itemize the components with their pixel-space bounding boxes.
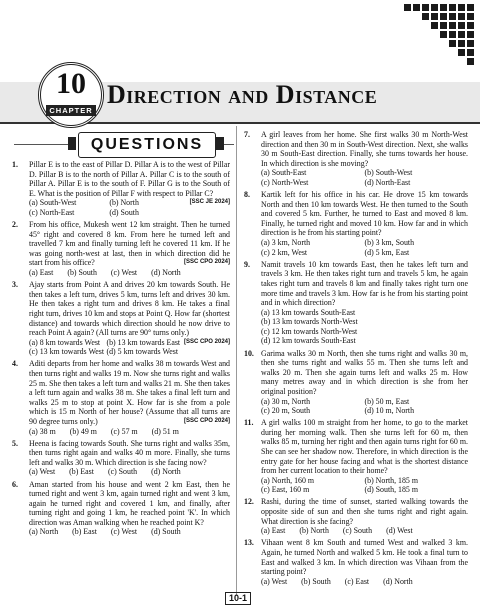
question-item xyxy=(244,497,468,535)
question-number: 3. xyxy=(12,280,18,290)
answer-option: (c) 57 m xyxy=(110,426,138,436)
heading-deco-right xyxy=(216,137,224,150)
answer-options xyxy=(29,198,190,217)
question-number: 13. xyxy=(244,538,254,548)
question-item xyxy=(12,480,230,538)
answer-option: (b) North xyxy=(299,526,329,536)
question-item xyxy=(244,538,468,586)
section-heading: QUESTIONS xyxy=(78,132,216,158)
question-stem: Aman started from his house and went 2 km East, then he turned right and went 3 km, again turned right and went 3 km, again he turned right and covered 1 km, and finally, after turning right and going 1 km, he reached point 'K'. In which direction was Aman walking when he reached point K? xyxy=(29,479,230,527)
chapter-number: 10 xyxy=(56,67,86,100)
question-item xyxy=(244,349,468,416)
answer-option: (a) East xyxy=(261,526,286,536)
answer-option: (c) 12 km towards North-West xyxy=(261,326,358,336)
question-text xyxy=(261,349,468,397)
question-item xyxy=(244,190,468,257)
question-item xyxy=(12,160,230,218)
answer-options xyxy=(29,467,230,477)
answer-option: (c) North-West xyxy=(261,177,309,187)
answer-option: (b) North xyxy=(109,198,139,208)
chapter-label: CHAPTER xyxy=(46,105,96,116)
answer-option: (d) 51 m xyxy=(151,426,179,436)
answer-option: (a) 13 km towards South-East xyxy=(261,307,356,317)
question-item xyxy=(12,280,230,357)
answer-option: (c) 20 m, South xyxy=(261,406,311,416)
answer-options xyxy=(261,397,468,416)
answer-option: (c) South xyxy=(107,467,138,477)
answer-option: (c) 13 km towards West xyxy=(29,347,105,357)
answer-option: (b) 13 km towards North-West xyxy=(261,317,358,327)
answer-option: (d) 10 m, North xyxy=(364,406,415,416)
answer-option: (d) 12 km towards South-East xyxy=(261,336,356,346)
question-item xyxy=(12,359,230,436)
answer-options xyxy=(261,168,468,187)
exam-tag: [SSC CPO 2024] xyxy=(183,417,230,424)
question-text xyxy=(29,480,230,528)
question-stem: Aditi departs from her home and walks 38 m towards West and then turns right and walks 19 m. Now she turns right and walks 25 m. She then takes a left turn and walks 21 m. She then takes a left turn again and walks 38 m. She takes a final left turn and walks 25 m to stop at point X. How far is she from a pole which is 15 m North of her house? (Assume that all turns are 90 degree turns only.) xyxy=(29,359,230,426)
question-stem: Vihaan went 8 km South and turned West and walked 3 km. Again, he turned North and walked 5 km. He took a final turn to East and walked 3 km. In which direction was Vihaan from the starting point? xyxy=(261,538,468,577)
answer-option: (c) East, 160 m xyxy=(261,485,310,495)
exam-tag: [SSC JE 2024] xyxy=(189,199,230,206)
answer-option: (b) North, 185 m xyxy=(364,475,418,485)
left-question-column xyxy=(12,160,230,540)
question-item xyxy=(12,220,230,278)
answer-option: (d) North xyxy=(151,467,181,477)
answer-option: (d) 5 km towards West xyxy=(106,347,179,357)
question-text xyxy=(261,130,468,168)
question-text xyxy=(261,497,468,526)
answer-option: (a) South-East xyxy=(261,168,307,178)
answer-option: (d) South xyxy=(109,207,139,217)
answer-options xyxy=(261,526,468,536)
exam-tag: [SSC CPO 2024] xyxy=(183,338,230,345)
answer-option: (b) 50 m, East xyxy=(364,396,410,406)
answer-option: (a) West xyxy=(261,576,288,586)
answer-option: (c) 2 km, West xyxy=(261,247,308,257)
answer-options xyxy=(29,427,230,437)
question-stem: From his office, Mukesh went 12 km straight. Then he turned 45° right and covered 8 km. From here he turned left and travelled 7 km and finally turning left he covered 11 km. If he was going north-west at last, then in which direction did he start from his office? xyxy=(29,220,230,268)
answer-option: (d) North xyxy=(383,576,413,586)
answer-option: (a) 8 km towards West xyxy=(29,337,101,347)
answer-option: (d) North xyxy=(151,268,181,278)
question-stem: Ajay starts from Point A and drives 20 km towards South. He then takes a left turn, drives 5 km, turns left and drives 30 km. He then takes a right turn and drives 8 km. He takes a final right turn, drives 10 km and stops at Point Q. How far (shortest distance) and towards which direction should he now drive to reach Point A again? (All turns are 90° turns only.) xyxy=(29,280,230,338)
answer-option: (b) East xyxy=(72,527,97,537)
answer-option: (a) East xyxy=(29,268,54,278)
question-stem: Heena is facing towards South. She turns right and walks 35m, then turns right again and walks 40 m more. Finally, she turns left and walks 30 m. Which direction is she facing now? xyxy=(29,438,230,467)
answer-option: (c) West xyxy=(110,268,138,278)
answer-option: (d) West xyxy=(386,526,413,536)
question-stem: Pillar E is to the east of Pillar D. Pillar A is to the west of Pillar D. Pillar B is to the north of Pillar A. Pillar C is to the south of Pillar A. Pillar E is to the south of F. Pillar G is to the South of E. What is the position of Pillar F with respect to Pillar C? xyxy=(29,160,230,198)
question-stem: A girl walks 100 m straight from her home, to go to the market during her morning walk. Then she turns left for 60 m, then walks 85 m, turning her right and then again turns right for 60 m. She can see her shadow now. Therefore, in which direction is the entry gate for her house facing and what is the shortest distance from her current location to their home? xyxy=(261,418,468,476)
answer-option: (a) North, 160 m xyxy=(261,475,315,485)
question-stem: Rashi, during the time of sunset, started walking towards the opposite side of sun and then she turns right and right again. What direction is she facing? xyxy=(261,497,468,526)
answer-option: (d) South, 185 m xyxy=(364,485,418,495)
question-number: 12. xyxy=(244,497,254,507)
chapter-title: Direction and Distance xyxy=(107,80,378,109)
question-stem: A girl leaves from her home. She first walks 30 m North-West direction and then 30 m in South-West direction. Next, she walks 30 m South-East direction. Finally, she turns towards her house. In which direction is she moving? xyxy=(261,130,468,168)
answer-option: (a) West xyxy=(29,467,56,477)
question-text xyxy=(261,190,468,238)
column-divider xyxy=(236,126,237,596)
question-stem: Kartik left for his office in his car. He drove 15 km towards North and then 10 km towards West. He then turned to the South and covered 5 km. Further, he turned to East and moved 8 km. Finally, he turned right and moved 10 km. How far and in which direction is he from his starting point? xyxy=(261,190,468,238)
answer-option: (c) South xyxy=(342,526,373,536)
answer-option: (b) 49 m xyxy=(69,426,97,436)
answer-options xyxy=(261,238,468,257)
question-number: 5. xyxy=(12,438,18,448)
question-number: 8. xyxy=(244,190,250,200)
question-number: 10. xyxy=(244,348,254,358)
answer-option: (b) 3 km, South xyxy=(364,238,415,248)
question-text xyxy=(29,359,230,426)
question-number: 11. xyxy=(244,418,254,428)
right-question-column xyxy=(244,130,468,589)
question-number: 6. xyxy=(12,479,18,489)
question-text xyxy=(261,538,468,576)
answer-option: (c) North-East xyxy=(29,207,75,217)
answer-option: (c) East xyxy=(344,576,370,586)
heading-rule-left xyxy=(14,144,70,145)
question-item xyxy=(244,260,468,346)
question-item xyxy=(244,418,468,495)
answer-options xyxy=(261,308,468,346)
answer-option: (a) North xyxy=(29,527,59,537)
answer-option: (b) 13 km towards East xyxy=(106,337,181,347)
question-text xyxy=(29,220,230,268)
question-stem: Garima walks 30 m North, then she turns right and walks 30 m, then she turns right and walks 55 m. Then she turns left and walks 20 m. Then she again turns left and walks 25 m. How many metres away and in which direction is she from her original position? xyxy=(261,348,468,396)
decorative-square-grid xyxy=(400,0,480,74)
answer-options xyxy=(29,338,184,357)
answer-option: (a) South-West xyxy=(29,198,77,208)
answer-options xyxy=(29,268,230,278)
answer-option: (b) East xyxy=(69,467,94,477)
answer-option: (b) South xyxy=(301,576,331,586)
answer-option: (b) South xyxy=(67,268,97,278)
question-number: 9. xyxy=(244,259,250,269)
answer-option: (b) South-West xyxy=(364,168,413,178)
answer-option: (d) South xyxy=(151,527,181,537)
page-number: 10-1 xyxy=(225,592,251,605)
answer-options xyxy=(261,476,468,495)
question-number: 4. xyxy=(12,359,18,369)
answer-option: (d) 5 km, East xyxy=(364,247,410,257)
answer-option: (d) North-East xyxy=(364,177,411,187)
answer-option: (a) 3 km, North xyxy=(261,238,311,248)
chapter-badge xyxy=(38,62,104,128)
exam-tag: [SSC CPO 2024] xyxy=(183,259,230,266)
answer-options xyxy=(29,527,230,537)
question-stem: Namit travels 10 km towards East, then he takes left turn and travels 3 km. He then takes right turn and travels 5 km, he again takes right turn and travels 8 km and finally takes right turn one more time and travels 3 km. How far is he from his starting point and in which direction? xyxy=(261,259,468,308)
question-number: 2. xyxy=(12,220,18,230)
heading-deco-left xyxy=(68,137,76,150)
question-item xyxy=(244,130,468,188)
question-text xyxy=(261,260,468,308)
answer-option: (a) 38 m xyxy=(29,426,56,436)
answer-options xyxy=(261,577,468,587)
question-item xyxy=(12,439,230,477)
answer-option: (a) 30 m, North xyxy=(261,396,311,406)
question-text xyxy=(261,418,468,476)
question-number: 1. xyxy=(12,160,18,169)
question-text xyxy=(29,439,230,468)
answer-option: (c) West xyxy=(110,527,138,537)
question-number: 7. xyxy=(244,130,250,139)
